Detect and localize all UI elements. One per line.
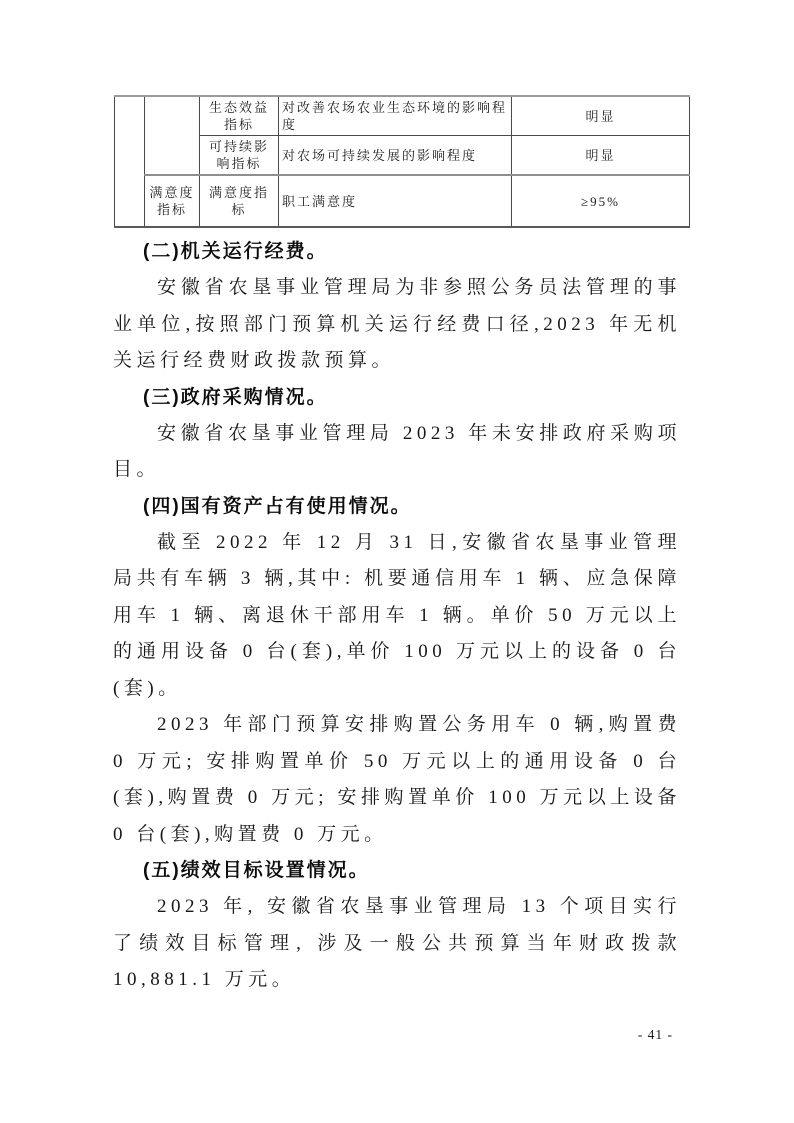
table-cell-empty-left	[115, 96, 145, 227]
page-number: - 41 -	[637, 1027, 673, 1042]
section-heading-government-procurement: (三)政府采购情况。	[143, 386, 328, 408]
table-cell-indicator-description: 职工满意度	[279, 175, 512, 227]
table-cell-indicator-value: 明显	[512, 136, 690, 176]
section-heading-agency-operating-funds: (二)机关运行经费。	[143, 241, 328, 262]
paragraph-state-assets-budget-purchases: 2023 年部门预算安排购置公务用车 0 辆,购置费 0 万元; 安排购置单价 50 万元以上的通用设备 0 台(套),购置费 0 万元; 安排购置单价 100 万元以上设备 0 台(套),购置费 0 万元。	[113, 714, 681, 845]
paragraph-performance-targets: 2023 年, 安徽省农垦事业管理局 13 个项目实行了绩效目标管理, 涉及一般公共预算当年财政拨款 10,881.1 万元。	[113, 896, 681, 990]
section-heading-state-assets-usage: (四)国有资产占有使用情况。	[143, 495, 412, 517]
table-cell-indicator-category: 满意度指标	[145, 175, 200, 227]
performance-indicators-table	[114, 95, 690, 228]
document-body	[113, 234, 681, 999]
paragraph-government-procurement: 安徽省农垦事业管理局 2023 年未安排政府采购项目。	[113, 422, 681, 480]
section-heading-performance-targets: (五)绩效目标设置情况。	[143, 860, 370, 881]
table-cell-indicator-value: ≥95%	[512, 175, 690, 227]
table-cell-empty-category	[145, 96, 200, 175]
table-cell-indicator-description: 对农场可持续发展的影响程度	[279, 136, 512, 176]
table-cell-indicator-type: 可持续影响指标	[200, 136, 279, 176]
paragraph-state-assets-vehicles: 截至 2022 年 12 月 31 日,安徽省农垦事业管理局共有车辆 3 辆,其中: 机要通信用车 1 辆、应急保障用车 1 辆、离退休干部用车 1 辆。单价 50 万元以上的通用设备 0 台(套),单价 100 万元以上的设备 0 台(套)。	[113, 531, 681, 699]
table-cell-indicator-description: 对改善农场农业生态环境的影响程度	[279, 96, 512, 136]
table-cell-indicator-value: 明显	[512, 96, 690, 136]
table-cell-indicator-type: 生态效益指标	[200, 96, 279, 136]
paragraph-agency-operating-funds: 安徽省农垦事业管理局为非参照公务员法管理的事业单位,按照部门预算机关运行经费口径,2023 年无机关运行经费财政拨款预算。	[113, 277, 681, 371]
table-cell-indicator-type: 满意度指标	[200, 175, 279, 227]
